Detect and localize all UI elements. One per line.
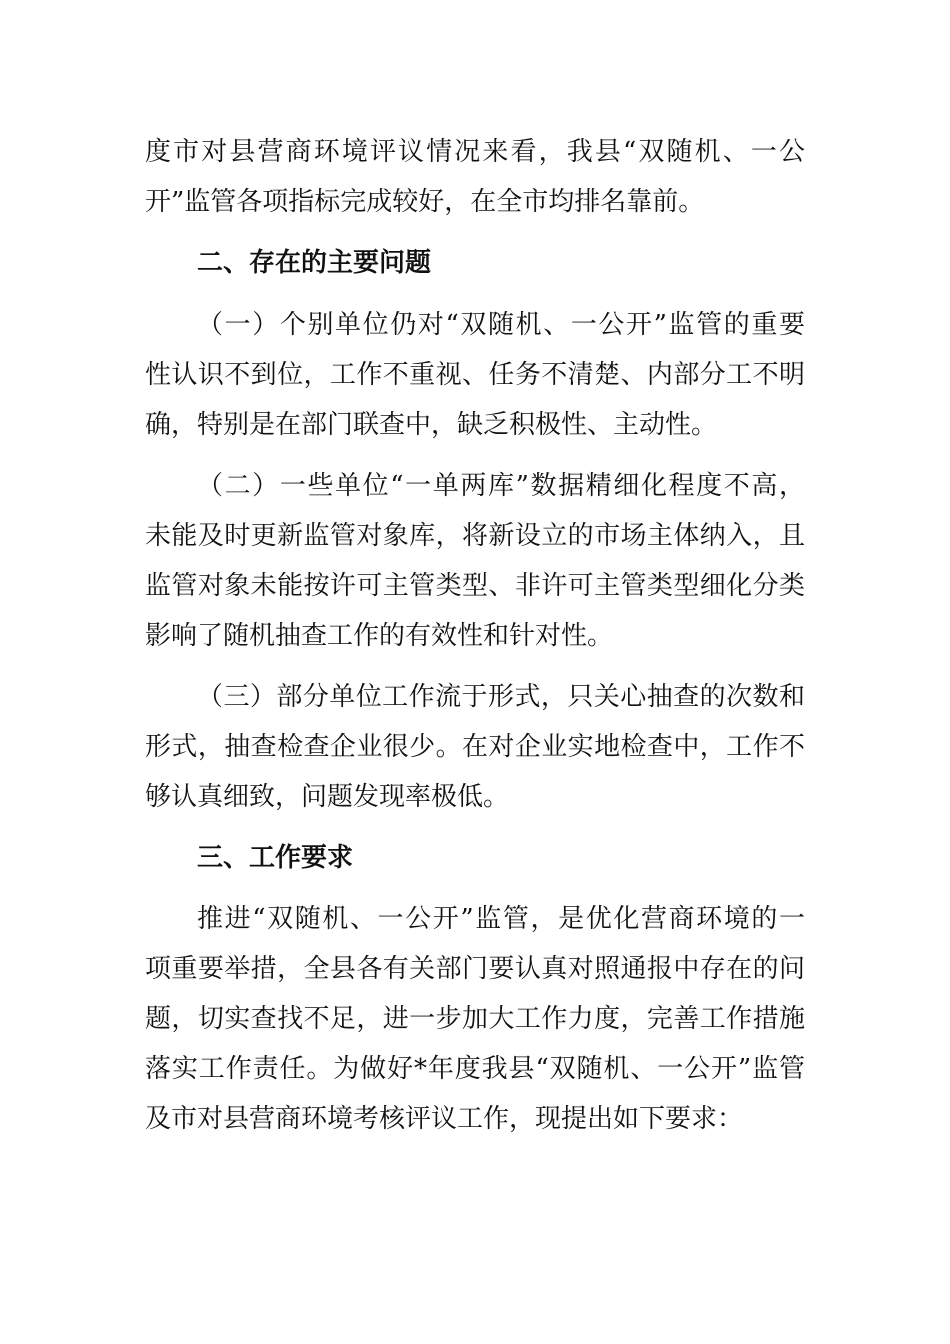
paragraph-5-line-5: 及市对县营商环境考核评议工作，现提出如下要求： xyxy=(145,1104,744,1134)
paragraph-4-line-1: （三）部分单位工作流于形式，只关心抽查的次数和 xyxy=(197,682,805,712)
paragraph-1-line-2: 开”监管各项指标完成较好，在全市均排名靠前。 xyxy=(145,187,705,217)
paragraph-1-line-1: 度市对县营商环境评议情况来看，我县“双随机、一公 xyxy=(145,137,805,167)
paragraph-4-line-2: 形式，抽查检查企业很少。在对企业实地检查中，工作不 xyxy=(145,732,805,762)
paragraph-3-line-1: （二）一些单位“一单两库”数据精细化程度不高， xyxy=(197,471,805,501)
paragraph-2-line-1: （一）个别单位仍对“双随机、一公开”监管的重要 xyxy=(197,310,805,340)
paragraph-2-line-2: 性认识不到位，工作不重视、任务不清楚、内部分工不明 xyxy=(145,360,805,390)
paragraph-3-line-2: 未能及时更新监管对象库，将新设立的市场主体纳入，且 xyxy=(145,521,805,551)
section-heading-requirements: 三、工作要求 xyxy=(197,843,354,873)
section-heading-problems: 二、存在的主要问题 xyxy=(197,248,432,278)
paragraph-5-line-1: 推进“双随机、一公开”监管，是优化营商环境的一 xyxy=(197,904,805,934)
paragraph-4-line-3: 够认真细致，问题发现率极低。 xyxy=(145,782,510,812)
paragraph-2-line-3: 确，特别是在部门联查中，缺乏积极性、主动性。 xyxy=(145,410,718,440)
paragraph-5-line-3: 题，切实查找不足，进一步加大工作力度，完善工作措施 xyxy=(145,1004,805,1034)
paragraph-3-line-4: 影响了随机抽查工作的有效性和针对性。 xyxy=(145,621,614,651)
paragraph-3-line-3: 监管对象未能按许可主管类型、非许可主管类型细化分类 xyxy=(145,571,805,601)
paragraph-5-line-4: 落实工作责任。为做好*年度我县“双随机、一公开”监管 xyxy=(145,1054,805,1084)
paragraph-5-line-2: 项重要举措，全县各有关部门要认真对照通报中存在的问 xyxy=(145,954,805,984)
